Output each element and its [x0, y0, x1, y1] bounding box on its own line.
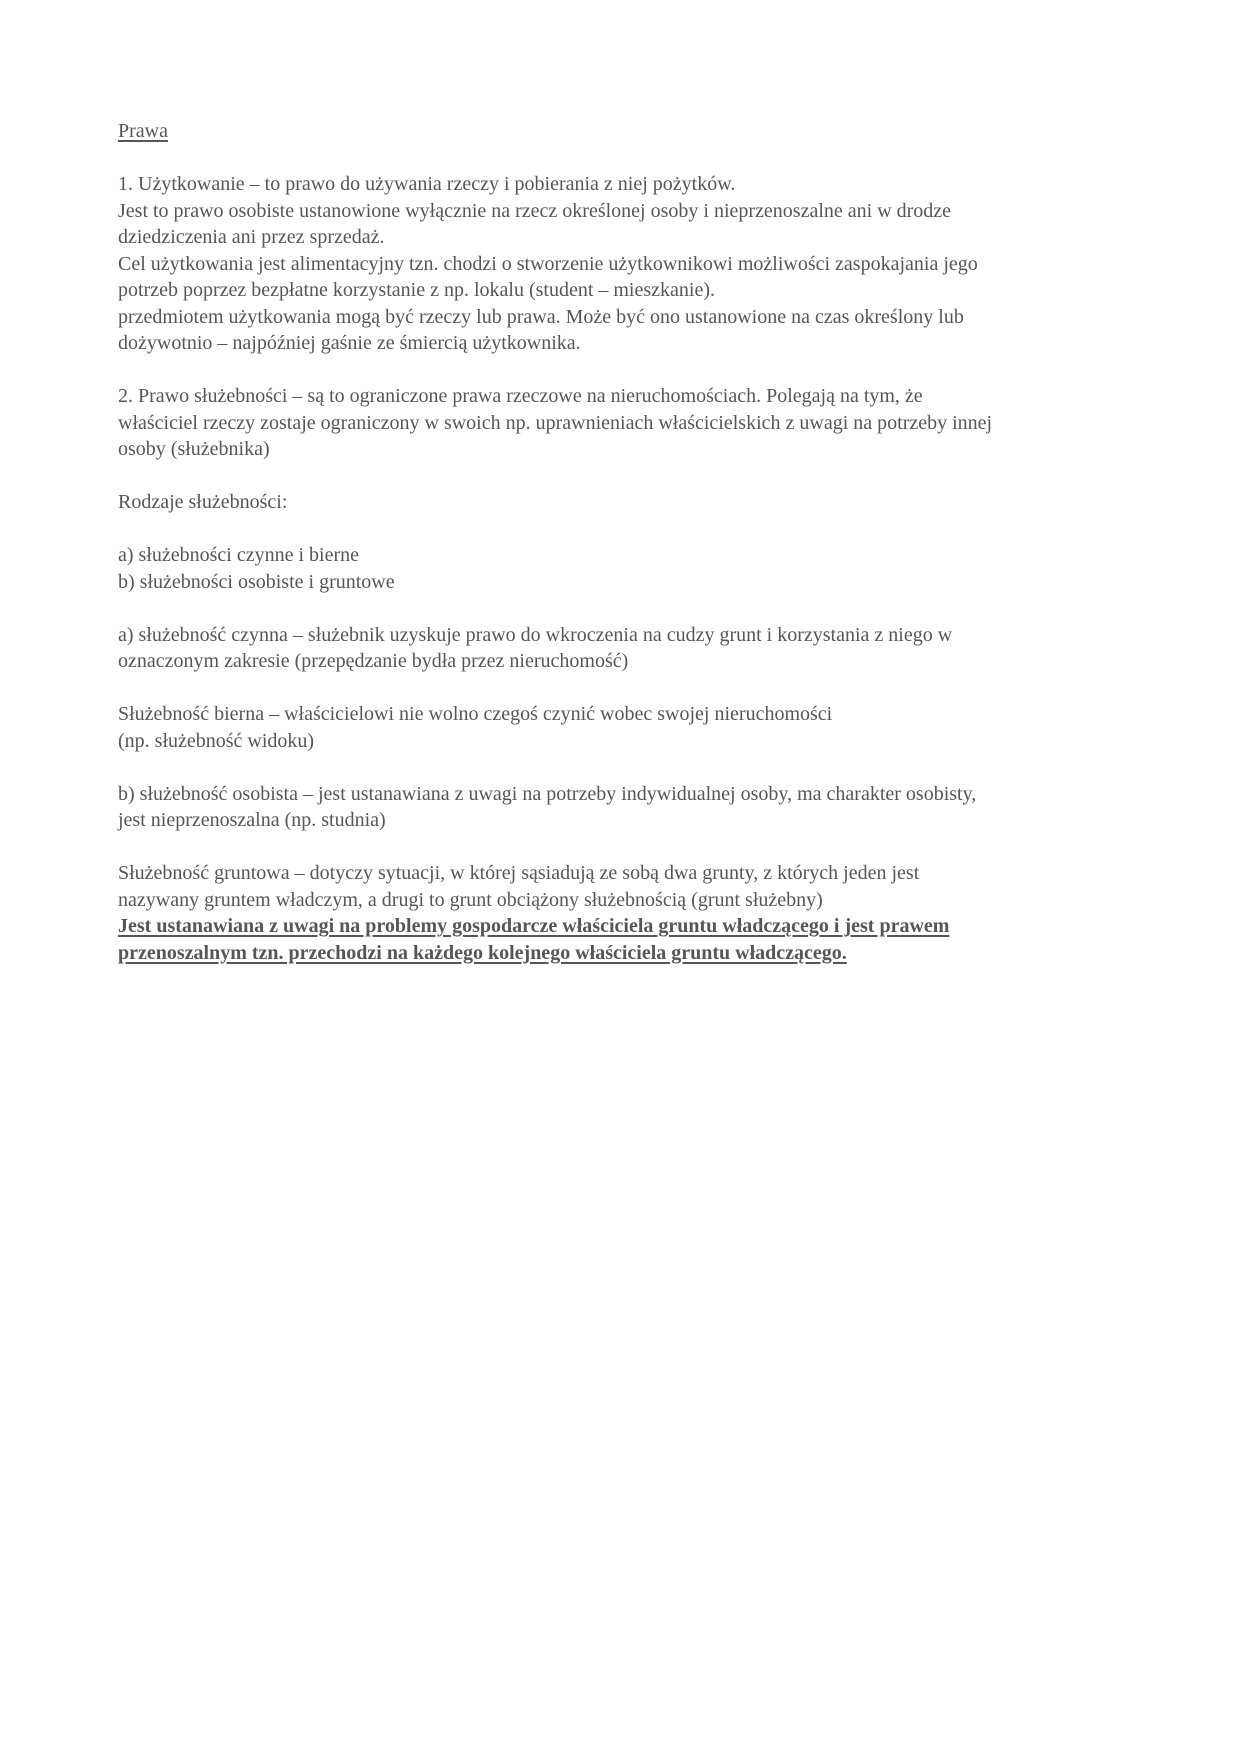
text-line: b) służebność osobista – jest ustanawiana z uwagi na potrzeby indywidualnej osoby, ma charakter osobisty,	[118, 782, 977, 805]
emphasized-line	[118, 940, 1128, 967]
paragraph-gap	[118, 754, 1128, 781]
text-line: jest nieprzenoszalna (np. studnia)	[118, 809, 386, 831]
paragraph-gap	[118, 675, 1128, 702]
text-line: potrzeb poprzez bezpłatne korzystanie z np. lokalu (student – mieszkanie).	[118, 279, 715, 301]
paragraph-gap	[118, 834, 1128, 861]
text-line: dożywotnio – najpóźniej gaśnie ze śmiercią użytkownika.	[118, 332, 581, 354]
text-line: Służebność bierna – właścicielowi nie wolno czegoś czynić wobec swojej nieruchomości	[118, 703, 833, 725]
paragraph-gap	[118, 463, 1128, 490]
text-line: przedmiotem użytkowania mogą być rzeczy lub prawa. Może być ono ustanowione na czas określony lub	[118, 305, 964, 328]
text-line: 1. Użytkowanie – to prawo do używania rzeczy i pobierania z niej pożytków.	[118, 173, 736, 195]
section-heading: Rodzaje służebności:	[118, 491, 288, 513]
emphasized-text: przenoszalnym tzn. przechodzi na każdego kolejnego właściciela gruntu władczącego.	[118, 941, 847, 964]
text-line: 2. Prawo służebności – są to ograniczone prawa rzeczowe na nieruchomościach. Polegają na tym, że	[118, 385, 923, 407]
paragraph-gap	[118, 357, 1128, 384]
text-line: właściciel rzeczy zostaje ograniczony w swoich np. uprawnieniach właścicielskich z uwagi na potrzeby innej	[118, 411, 993, 434]
text-line: a) służebność czynna – służebnik uzyskuje prawo do wkroczenia na cudzy grunt i korzystania z niego w	[118, 623, 953, 646]
emphasized-line	[118, 913, 1128, 940]
paragraph-gap	[118, 145, 1128, 172]
text-line: osoby (służebnika)	[118, 438, 270, 460]
list-item: b) służebności osobiste i gruntowe	[118, 570, 395, 593]
text-line: nazywany gruntem władczym, a drugi to grunt obciążony służebnością (grunt służebny)	[118, 888, 823, 911]
emphasized-text: Jest ustanawiana z uwagi na problemy gospodarcze właściciela gruntu władczącego i jest prawem	[118, 915, 950, 937]
paragraph-gap	[118, 516, 1128, 543]
text-line: dziedziczenia ani przez sprzedaż.	[118, 226, 385, 248]
text-line: Jest to prawo osobiste ustanowione wyłącznie na rzecz określonej osoby i nieprzenoszalne ani w drodze	[118, 199, 952, 222]
document-page	[118, 118, 1128, 966]
text-line: oznaczonym zakresie (przepędzanie bydła przez nieruchomość)	[118, 650, 629, 672]
text-line: (np. służebność widoku)	[118, 729, 315, 752]
paragraph-gap	[118, 595, 1128, 622]
document-title: Prawa	[118, 120, 168, 142]
list-item: a) służebności czynne i bierne	[118, 544, 360, 566]
text-line: Cel użytkowania jest alimentacyjny tzn. chodzi o stworzenie użytkownikowi możliwości zaspokajania jego	[118, 252, 978, 275]
text-line: Służebność gruntowa – dotyczy sytuacji, w której sąsiadują ze sobą dwa grunty, z których jeden jest	[118, 862, 920, 884]
